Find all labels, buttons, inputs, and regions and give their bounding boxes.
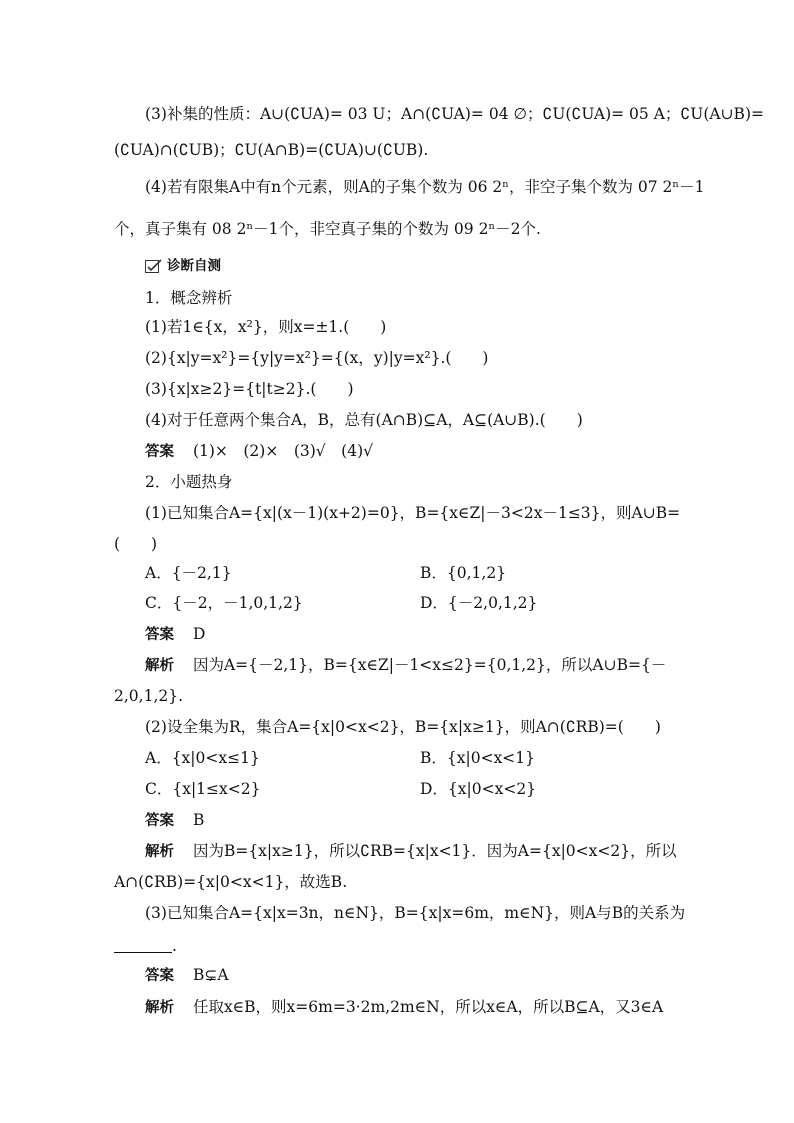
q2-p2-option-d: D．{x|0<x<2} (420, 780, 537, 798)
q2-p1-option-d: D．{－2,0,1,2} (420, 594, 538, 612)
q2-p1-analysis-row (145, 654, 666, 677)
answer-label: 答案 (145, 627, 174, 643)
q2-p2-answer-row (145, 809, 204, 832)
q1-title: 1．概念辨析 (145, 289, 233, 307)
answer-label: 答案 (145, 813, 174, 829)
q2-p2-analysis-line1: 因为B={x|x≥1}，所以∁RB={x|x<1}．因为A={x|0<x<2}，所以 (192, 842, 677, 860)
q2-p2-option-c: C．{x|1≤x<2} (145, 780, 261, 798)
q1-item-3: (3){x|x≥2}={t|t≥2}.( ) (145, 380, 354, 398)
q1-item-4: (4)对于任意两个集合A，B，总有(A∩B)⊆A，A⊆(A∪B).( ) (145, 411, 583, 429)
q2-p1-answer-row (145, 623, 205, 646)
q2-p2-option-b: B．{x|0<x<1} (420, 749, 536, 767)
answer-label: 答案 (145, 444, 174, 460)
diagnose-heading (145, 255, 221, 277)
q1-answer: (1)× (2)× (3)√ (4)√ (192, 442, 373, 460)
analysis-label: 解析 (145, 658, 174, 674)
q1-item-2: (2){x|y=x²}={y|y=x²}={(x，y)|y=x²}.( ) (145, 349, 489, 367)
q2-p1-stem-line1: (1)已知集合A={x|(x－1)(x+2)=0}，B={x∈Z|－3<2x－1≤3}，则A∪B= (145, 504, 681, 522)
q2-p3-analysis-line1: 任取x∈B，则x=6m=3·2m,2m∈N，所以x∈A，所以B⊆A，又3∈A (192, 998, 664, 1016)
blank-period: . (172, 937, 177, 955)
answer-blank (114, 938, 172, 953)
q2-p1-option-c: C．{－2，－1,0,1,2} (145, 594, 303, 612)
q2-p1-option-a: A．{－2,1} (145, 564, 232, 582)
q2-p2-answer: B (192, 811, 205, 829)
q2-p1-stem-line2: ( ) (114, 535, 158, 553)
q2-p3-stem: (3)已知集合A={x|x=3n，n∈N}，B={x|x=6m，m∈N}，则A与B的关系为 (145, 904, 686, 922)
q2-p1-option-b: B．{0,1,2} (420, 564, 507, 582)
q1-item-1: (1)若1∈{x，x²}，则x=±1.( ) (145, 318, 387, 336)
q2-p3-answer-row (145, 964, 229, 987)
q2-p3-blank-row (114, 935, 177, 957)
complement-properties-line2: (∁UA)∩(∁UB)；∁U(A∩B)=(∁UA)∪(∁UB). (114, 141, 429, 159)
q1-answer-row (145, 440, 373, 463)
analysis-label: 解析 (145, 1000, 174, 1016)
q2-title: 2．小题热身 (145, 473, 233, 491)
q2-p1-analysis-line1: 因为A={－2,1}，B={x∈Z|－1<x≤2}={0,1,2}，所以A∪B={－ (192, 656, 667, 674)
q2-p3-answer: B⊊A (192, 966, 229, 984)
answer-label: 答案 (145, 968, 174, 984)
q2-p1-answer: D (192, 625, 206, 643)
q2-p3-analysis-row (145, 996, 663, 1019)
q2-p2-analysis-row (145, 840, 677, 863)
q2-p2-stem: (2)设全集为R，集合A={x|0<x<2}，B={x|x≥1}，则A∩(∁RB)=( ) (145, 718, 661, 736)
complement-properties-line1: (3)补集的性质：A∪(∁UA)= 03 U；A∩(∁UA)= 04 ∅；∁U(∁UA)= 05 A；∁U(A∪B)= (145, 105, 764, 123)
analysis-label: 解析 (145, 844, 174, 860)
q2-p1-analysis-line2: 2,0,1,2}. (114, 687, 184, 705)
subset-count-line1: (4)若有限集A中有n个元素，则A的子集个数为 06 2ⁿ，非空子集个数为 07 2ⁿ－1 (145, 178, 705, 196)
q2-p2-option-a: A．{x|0<x≤1} (145, 749, 260, 767)
pencil-check-icon (145, 259, 163, 273)
q2-p2-analysis-line2: A∩(∁RB)={x|0<x<1}，故选B. (114, 873, 348, 891)
diagnose-title: 诊断自测 (167, 258, 221, 274)
subset-count-line2: 个，真子集有 08 2ⁿ－1个，非空真子集的个数为 09 2ⁿ－2个. (114, 220, 541, 238)
